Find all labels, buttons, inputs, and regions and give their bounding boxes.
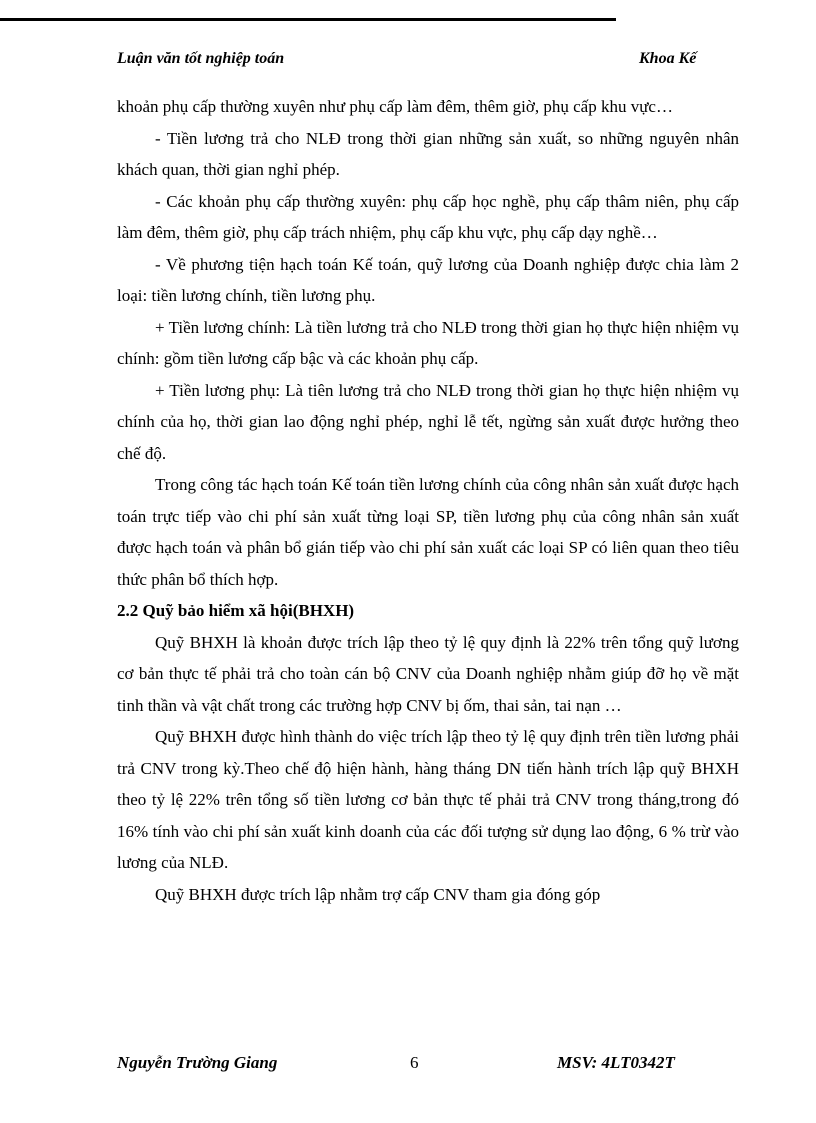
list-item: - Về phương tiện hạch toán Kế toán, quỹ lương của Doanh nghiệp được chia làm 2 loại: tiền lương chính, tiền lương phụ. (117, 254, 739, 305)
list-item: - Tiền lương trả cho NLĐ trong thời gian những sản xuất, so những nguyên nhân khách quan, thời gian nghỉ phép. (117, 128, 739, 179)
header-thesis-title: Luận văn tốt nghiệp toán (117, 50, 285, 67)
paragraph: khoản phụ cấp thường xuyên như phụ cấp làm đêm, thêm giờ, phụ cấp khu vực… (117, 97, 673, 116)
footer-author: Nguyễn Trường Giang (117, 1053, 278, 1072)
paragraph: Quỹ BHXH được trích lập nhằm trợ cấp CNV tham gia đóng góp (155, 884, 601, 904)
header-faculty: Khoa Kế (639, 50, 697, 67)
list-item: - Các khoản phụ cấp thường xuyên: phụ cấp học nghề, phụ cấp thâm niên, phụ cấp làm đêm, thêm giờ, phụ cấp trách nhiệm, phụ cấp khu vực, phụ cấp dạy nghề… (117, 191, 739, 242)
footer-student-id: MSV: 4LT0342T (557, 1053, 675, 1072)
page-number: 6 (410, 1053, 419, 1072)
paragraph: Trong công tác hạch toán Kế toán tiền lương chính của công nhân sản xuất được hạch toán trực tiếp vào chi phí sản xuất từng loại SP, tiền lương phụ của công nhân sản xuất được hạch toán và phân bổ gián tiếp vào chi phí sản xuất các loại SP có liên quan theo tiêu thức phân bổ thích hợp. (117, 475, 739, 589)
body-text (117, 91, 739, 910)
section-heading: 2.2 Quỹ bảo hiểm xã hội(BHXH) (117, 601, 355, 620)
list-item: + Tiền lương phụ: Là tiên lương trả cho NLĐ trong thời gian họ thực hiện nhiệm vụ chính của họ, thời gian lao động nghỉ phép, nghỉ lễ tết, ngừng sản xuất được hưởng theo chế độ. (117, 380, 739, 463)
paragraph: Quỹ BHXH là khoản được trích lập theo tỷ lệ quy định là 22% trên tổng quỹ lương cơ bản thực tế phải trả cho toàn cán bộ CNV của Doanh nghiệp nhằm giúp đỡ họ về mặt tinh thần và vật chất trong các trường hợp CNV bị ốm, thai sản, tai nạn … (117, 632, 739, 715)
paragraph: Quỹ BHXH được hình thành do việc trích lập theo tỷ lệ quy định trên tiền lương phải trả CNV trong kỳ.Theo chế độ hiện hành, hàng tháng DN tiến hành trích lập quỹ BHXH theo tỷ lệ 22% trên tổng số tiền lương cơ bản thực tế phải trả CNV trong tháng,trong đó 16% tính vào chi phí sản xuất kinh doanh của các đối tượng sử dụng lao động, 6 % trừ vào lương của NLĐ. (117, 727, 739, 872)
page-footer (117, 1053, 737, 1077)
list-item: + Tiền lương chính: Là tiền lương trả cho NLĐ trong thời gian họ thực hiện nhiệm vụ chính: gồm tiền lương cấp bậc và các khoản phụ cấp. (117, 317, 739, 368)
top-rule (0, 18, 616, 21)
